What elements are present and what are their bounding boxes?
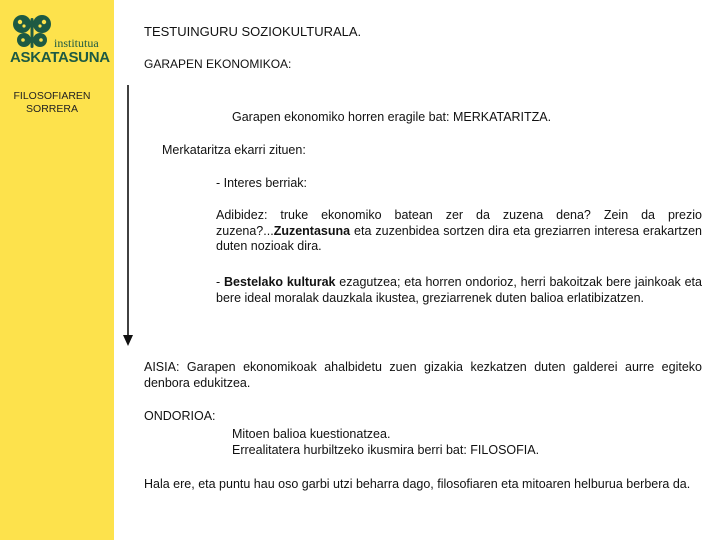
adibidez-post: eta zuzenbidea sortzen dira eta greziarren interesa erakartzen duten nozioak dira. — [216, 223, 702, 253]
merkataritza-line: Merkataritza ekarri zituen: — [162, 143, 306, 157]
ondorioa-item-2: Errealitatera hurbiltzeko ikusmira berri bat: FILOSOFIA. — [232, 443, 540, 457]
logo-askatasuna: ASKATASUNA — [10, 49, 110, 66]
section-label-line2: SORRERA — [26, 103, 78, 115]
bestelako-bold: Bestelako kulturak — [223, 275, 336, 289]
logo-institutua: institutua — [54, 36, 99, 50]
bestelako-pre: - — [216, 275, 224, 289]
hala-paragraph: Hala ere, eta puntu hau oso garbi utzi beharra dago, filosofiaren eta mitoaren helburua berbera da. — [144, 477, 691, 491]
adibidez-pre: Adibidez: truke ekonomiko batean zer da zuzena dena? Zein da prezio zuzena?... — [216, 208, 702, 238]
institute-logo — [8, 14, 112, 70]
adibidez-bold: Zuzentasuna — [273, 223, 351, 238]
section-label — [0, 90, 104, 116]
bestelako-post: ezagutzea; eta horren ondorioz, herri bakoitzak bere jainkoak eta bere ideal moralak dauzkala ikustea, greziarrenek duten balioa erlatibizatzen. — [216, 275, 702, 305]
garapen-line: Garapen ekonomiko horren eragile bat: MERKATARITZA. — [232, 110, 552, 124]
down-arrow-icon — [122, 85, 134, 347]
page-subtitle: GARAPEN EKONOMIKOA: — [144, 57, 292, 71]
interes-line: - Interes berriak: — [216, 176, 308, 190]
section-label-line1: FILOSOFIAREN — [13, 90, 91, 102]
butterfly-icon — [12, 14, 52, 50]
ondorioa-item-1: Mitoen balioa kuestionatzea. — [232, 427, 391, 441]
page-title: TESTUINGURU SOZIOKULTURALA. — [144, 24, 362, 39]
ondorioa-label: ONDORIOA: — [144, 409, 216, 423]
aisia-paragraph: AISIA: Garapen ekonomikoak ahalbidetu zuen gizakia kezkatzen duten galderei aurre egiteko denbora edukitzea. — [144, 360, 702, 390]
sidebar — [0, 0, 114, 540]
bestelako-paragraph — [216, 275, 702, 306]
adibidez-paragraph — [216, 208, 702, 255]
